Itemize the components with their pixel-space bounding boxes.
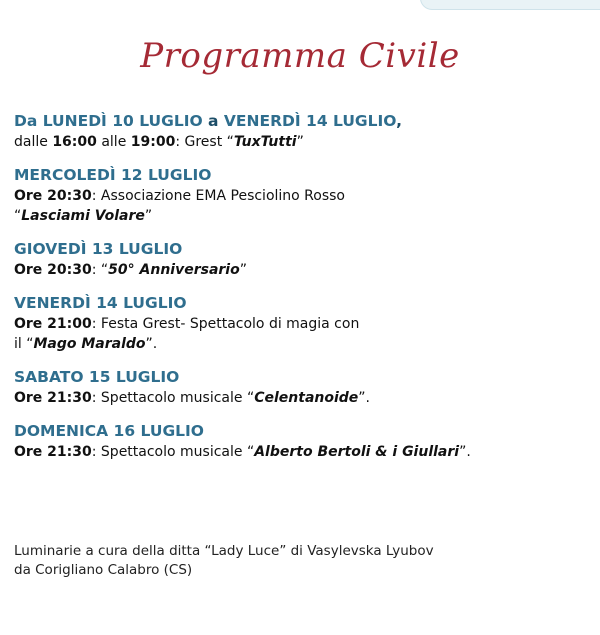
event-title: Lasciami Volare xyxy=(21,208,145,224)
detail-text: ”. xyxy=(459,444,471,460)
event-heading: GIOVEDÌ 13 LUGLIO xyxy=(14,240,183,258)
footer-line: da Corigliano Calabro (CS) xyxy=(14,562,193,578)
event-domenica xyxy=(14,420,594,462)
detail-text: il “ xyxy=(14,336,34,352)
detail-text: ”. xyxy=(358,390,370,406)
detail-text: ” xyxy=(296,134,304,150)
detail-text: “ xyxy=(14,208,22,224)
heading-start-date: Da LUNEDÌ 10 LUGLIO xyxy=(14,112,203,130)
event-detail xyxy=(14,388,594,408)
detail-text: alle xyxy=(96,134,131,150)
event-detail xyxy=(14,442,594,462)
event-giovedi xyxy=(14,238,594,280)
event-heading: DOMENICA 16 LUGLIO xyxy=(14,422,204,440)
program-list xyxy=(14,110,594,474)
event-detail xyxy=(14,186,594,206)
event-time: 19:00 xyxy=(130,134,176,150)
event-time: Ore 21:30 xyxy=(14,390,92,406)
footer-note xyxy=(14,542,594,580)
detail-text: : Festa Grest- Spettacolo di magia con xyxy=(91,316,360,332)
event-detail xyxy=(14,206,594,226)
event-time: 16:00 xyxy=(52,134,97,150)
event-venerdi xyxy=(14,292,594,354)
event-title: 50° Anniversario xyxy=(108,262,240,278)
event-detail xyxy=(14,314,594,334)
footer-line: Luminarie a cura della ditta “Lady Luce” di Vasylevska Lyubov xyxy=(14,543,434,559)
event-title: Alberto Bertoli & i Giullari xyxy=(254,444,460,460)
event-title: Celentanoide xyxy=(254,390,359,406)
event-time: Ore 20:30 xyxy=(14,262,92,278)
event-time: Ore 21:30 xyxy=(14,444,92,460)
event-mercoledi xyxy=(14,164,594,226)
event-detail xyxy=(14,132,594,152)
event-heading xyxy=(14,110,594,132)
detail-text: ”. xyxy=(145,336,158,352)
detail-text: : Grest “ xyxy=(175,134,234,150)
detail-text: : Spettacolo musicale “ xyxy=(91,444,255,460)
event-time: Ore 21:00 xyxy=(14,316,92,332)
heading-end-date: VENERDÌ 14 LUGLIO xyxy=(223,112,397,130)
detail-text: ” xyxy=(239,262,247,278)
event-detail xyxy=(14,334,594,354)
heading-comma: , xyxy=(396,112,403,130)
event-title: Mago Maraldo xyxy=(33,336,146,352)
detail-text: : Spettacolo musicale “ xyxy=(91,390,255,406)
event-heading: MERCOLEDÌ 12 LUGLIO xyxy=(14,166,212,184)
event-time: Ore 20:30 xyxy=(14,188,92,204)
event-sabato xyxy=(14,366,594,408)
heading-connector: a xyxy=(202,112,224,130)
page-title: Programma Civile xyxy=(140,36,460,76)
top-decorative-pill xyxy=(420,0,600,10)
event-heading: VENERDÌ 14 LUGLIO xyxy=(14,294,187,312)
event-grest xyxy=(14,110,594,152)
detail-text: ” xyxy=(144,208,153,224)
event-title: TuxTutti xyxy=(233,134,297,150)
event-heading: SABATO 15 LUGLIO xyxy=(14,368,180,386)
detail-text: : Associazione EMA Pesciolino Rosso xyxy=(91,188,345,204)
event-detail xyxy=(14,260,594,280)
detail-text: dalle xyxy=(14,134,53,150)
detail-text: : “ xyxy=(91,262,109,278)
